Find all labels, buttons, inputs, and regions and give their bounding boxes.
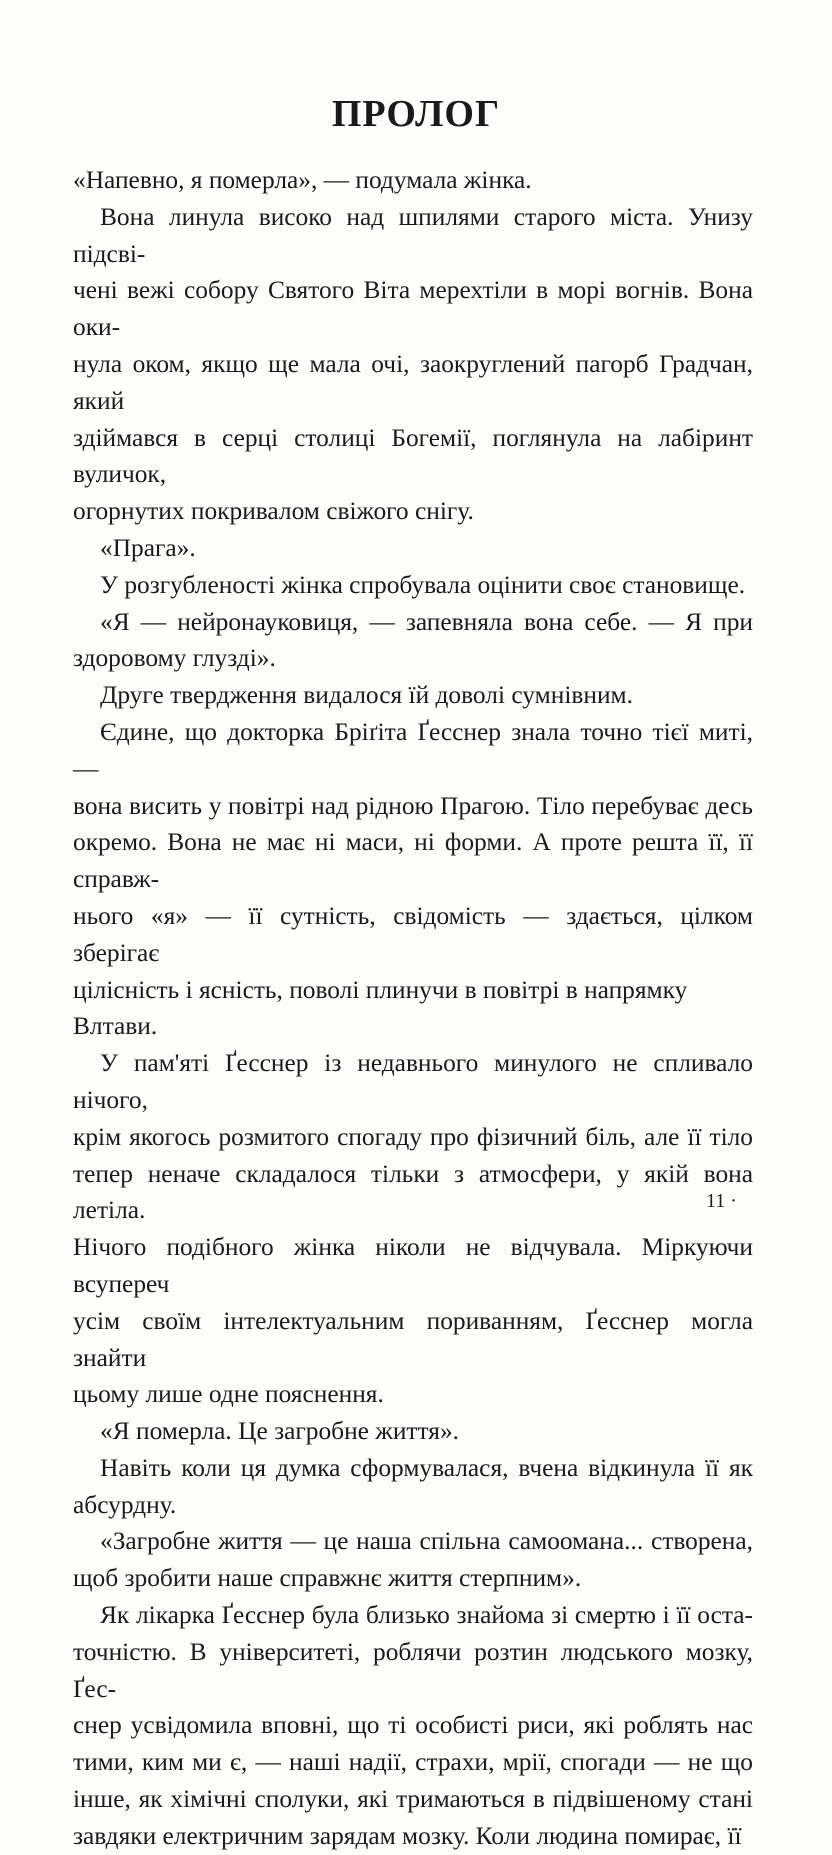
text-line: точністю. В університеті, роблячи розтин людського мозку, Ґес-: [73, 1637, 753, 1703]
text-line: чені вежі собору Святого Віта мерехтіли в морі вогнів. Вона оки-: [73, 276, 753, 342]
text-line: «Напевно, я померла», — подумала жінка.: [73, 166, 532, 194]
text-line: Друге твердження видалося їй доволі сумнівним.: [100, 681, 633, 710]
text-line: Нічого подібного жінка ніколи не відчувала. Міркуючи всупереч: [73, 1233, 753, 1298]
page-number: 11 ·: [706, 1190, 737, 1212]
text-line: цілісність і ясність, поволі плинучи в повітрі в напрямку Влтави.: [73, 975, 688, 1041]
text-line: усім своїм інтелектуальним пориванням, Ґесснер могла знайти: [73, 1306, 753, 1372]
text-line: «Прага».: [100, 533, 196, 562]
body-text: [73, 162, 753, 1855]
text-line: окремо. Вона не має ні маси, ні форми. А проте решта її, її справж-: [73, 828, 753, 894]
text-line: тепер неначе складалося тільки з атмосфери, у якій вона летіла.: [73, 1159, 753, 1225]
text-line: щоб зробити наше справжнє життя стерпним».: [73, 1564, 582, 1593]
text-line: інше, як хімічні сполуки, які тримаються в підвішеному стані: [73, 1785, 753, 1814]
text-line: У пам'яті Ґесснер із недавнього минулого не спливало нічого,: [73, 1049, 753, 1114]
text-line: Вона линула високо над шпилями старого міста. Унизу підсві-: [73, 202, 753, 268]
text-line: огорнутих покривалом свіжого снігу.: [73, 497, 474, 526]
text-line: нього «я» — її сутність, свідомість — здається, цілком зберігає: [73, 901, 753, 967]
text-line: здоровому глузді».: [73, 644, 276, 673]
text-line: здіймався в серці столиці Богемії, поглянула на лабіринт вуличок,: [73, 423, 753, 489]
text-line: крім якогось розмитого спогаду про фізичний біль, але її тіло: [73, 1122, 753, 1151]
text-line: «Я померла. Це загробне життя».: [100, 1417, 460, 1446]
text-line: Єдине, що докторка Бріґіта Ґесснер знала точно тієї миті, —: [73, 717, 753, 783]
text-line: Як лікарка Ґесснер була близько знайома зі смертю і її оста-: [100, 1601, 753, 1630]
text-line: «Загробне життя — це наша спільна самоомана... створена,: [100, 1527, 753, 1556]
text-line: завдяки електричним зарядам мозку. Коли людина помирає, її: [73, 1821, 742, 1850]
text-line: У розгубленості жінка спробувала оцінити своє становище.: [100, 570, 746, 599]
text-line: нула оком, якщо ще мала очі, заокруглений пагорб Градчан, який: [73, 349, 753, 415]
text-line: цьому лише одне пояснення.: [73, 1380, 384, 1409]
chapter-title: ПРОЛОГ: [331, 93, 501, 135]
text-line: вона висить у повітрі над рідною Прагою. Тіло перебуває десь: [73, 791, 753, 820]
text-line: абсурдну.: [73, 1490, 177, 1519]
text-line: «Я — нейронауковиця, — запевняла вона себе. — Я при: [100, 607, 753, 636]
text-line: снер усвідомила вповні, що ті особисті риси, які роблять нас: [73, 1711, 753, 1740]
text-line: тими, ким ми є, — наші надії, страхи, мрії, спогади — не що: [73, 1748, 753, 1777]
text-line: Навіть коли ця думка сформувалася, вчена відкинула її як: [100, 1453, 753, 1482]
